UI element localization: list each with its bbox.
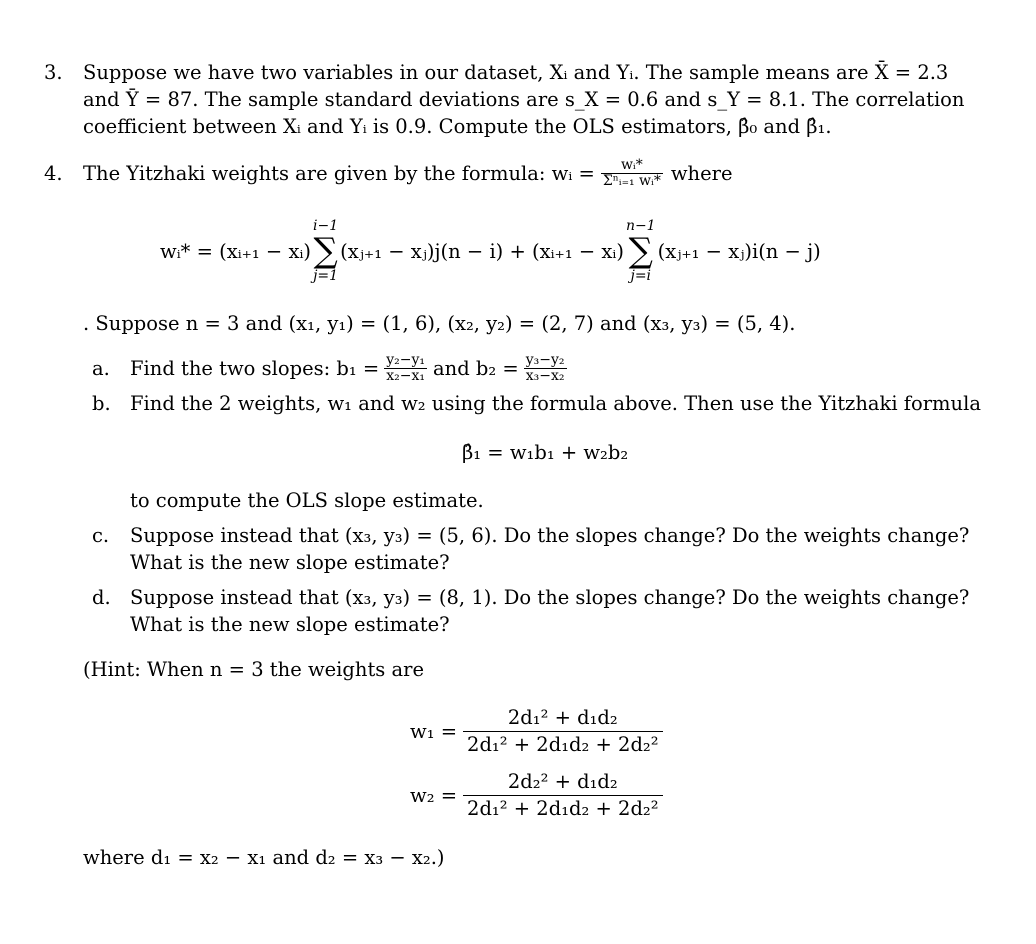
w1-numerator: 2d₁² + d₁d₂ xyxy=(507,705,618,729)
w2-lhs: w₂ = xyxy=(410,783,458,807)
part-c-line-1: Suppose instead that (x₃, y₃) = (5, 6). Do the slopes change? Do the weights change? xyxy=(130,524,970,547)
w1-equation xyxy=(410,704,663,758)
part-d-line-2: What is the new slope estimate? xyxy=(130,613,450,636)
part-d-label: d. xyxy=(92,586,111,609)
part-a-line xyxy=(130,344,567,392)
part-a-text: Find the two slopes: b₁ = xyxy=(130,356,380,380)
sum-1 xyxy=(313,218,338,284)
w2-equation xyxy=(410,768,663,822)
w1-lhs: w₁ = xyxy=(410,719,458,743)
problem-4-suppose: . Suppose n = 3 and (x₁, y₁) = (1, 6), (x₂, y₂) = (2, 7) and (x₃, y₃) = (5, 4). xyxy=(83,312,796,335)
w2-numerator: 2d₂² + d₁d₂ xyxy=(507,769,618,793)
sum-2-upper: n−1 xyxy=(625,218,656,234)
part-d-line-1: Suppose instead that (x₃, y₃) = (8, 1). Do the slopes change? Do the weights change? xyxy=(130,586,970,609)
slope-b2-numerator: y₃−y₂ xyxy=(525,351,565,368)
part-b-text: Find the 2 weights, w₁ and w₂ using the formula above. Then use the Yitzhaki formula xyxy=(130,392,981,415)
part-c-line-2: What is the new slope estimate? xyxy=(130,551,450,574)
w1-fraction xyxy=(463,705,663,758)
part-a-label: a. xyxy=(92,357,110,380)
part-c-label: c. xyxy=(92,524,110,547)
weight-fraction-numerator: wᵢ* xyxy=(620,156,643,173)
weight-fraction xyxy=(601,158,663,189)
w2-fraction xyxy=(463,769,663,822)
slope-b1-fraction xyxy=(384,353,427,384)
w2-denominator: 2d₁² + 2d₁d₂ + 2d₂² xyxy=(463,795,663,822)
part-b-after: to compute the OLS slope estimate. xyxy=(130,489,484,512)
problem-4-where: where xyxy=(670,161,733,185)
formula-end: (xⱼ₊₁ − xⱼ)i(n − j) xyxy=(657,239,821,263)
problem-3-line-2: and Ȳ = 87. The sample standard deviations are s_X = 0.6 and s_Y = 8.1. The correlation xyxy=(83,88,965,111)
sum-2-lower: j=i xyxy=(630,268,652,284)
slope-b1-numerator: y₂−y₁ xyxy=(386,351,426,368)
sum-1-lower: j=1 xyxy=(313,268,339,284)
w1-denominator: 2d₁² + 2d₁d₂ + 2d₂² xyxy=(463,731,663,758)
problem-4-number: 4. xyxy=(44,162,63,185)
problem-3-number: 3. xyxy=(44,61,63,84)
sum-2-symbol: ∑ xyxy=(628,231,653,271)
hint-where-d: where d₁ = x₂ − x₁ and d₂ = x₃ − x₂.) xyxy=(83,846,445,869)
weight-fraction-denominator: Σⁿᵢ₌₁ wᵢ* xyxy=(602,172,661,189)
problem-3-line-1: Suppose we have two variables in our dataset, Xᵢ and Yᵢ. The sample means are X̄ = 2.3 xyxy=(83,61,949,84)
weight-star-formula xyxy=(160,212,821,290)
sum-2 xyxy=(626,218,656,284)
sum-1-symbol: ∑ xyxy=(313,231,338,271)
slope-b1-denominator: x₂−x₁ xyxy=(384,368,427,384)
formula-mid: (xⱼ₊₁ − xⱼ)j(n − i) + (xᵢ₊₁ − xᵢ) xyxy=(340,239,624,263)
slope-b2-denominator: x₃−x₂ xyxy=(524,368,567,384)
hint-intro: (Hint: When n = 3 the weights are xyxy=(83,658,424,681)
problem-3-line-3: coefficient between Xᵢ and Yᵢ is 0.9. Compute the OLS estimators, β̂₀ and β̂₁. xyxy=(83,115,832,138)
problem-4-intro: The Yitzhaki weights are given by the formula: wᵢ = xyxy=(83,161,595,185)
part-b-label: b. xyxy=(92,392,111,415)
formula-lhs: wᵢ* = (xᵢ₊₁ − xᵢ) xyxy=(160,239,312,263)
sum-1-upper: i−1 xyxy=(313,218,339,234)
yitzhaki-formula: β̂₁ = w₁b₁ + w₂b₂ xyxy=(462,441,629,464)
problem-4-intro-line xyxy=(83,148,733,198)
part-a-and: and b₂ = xyxy=(433,356,519,380)
slope-b2-fraction xyxy=(524,353,567,384)
